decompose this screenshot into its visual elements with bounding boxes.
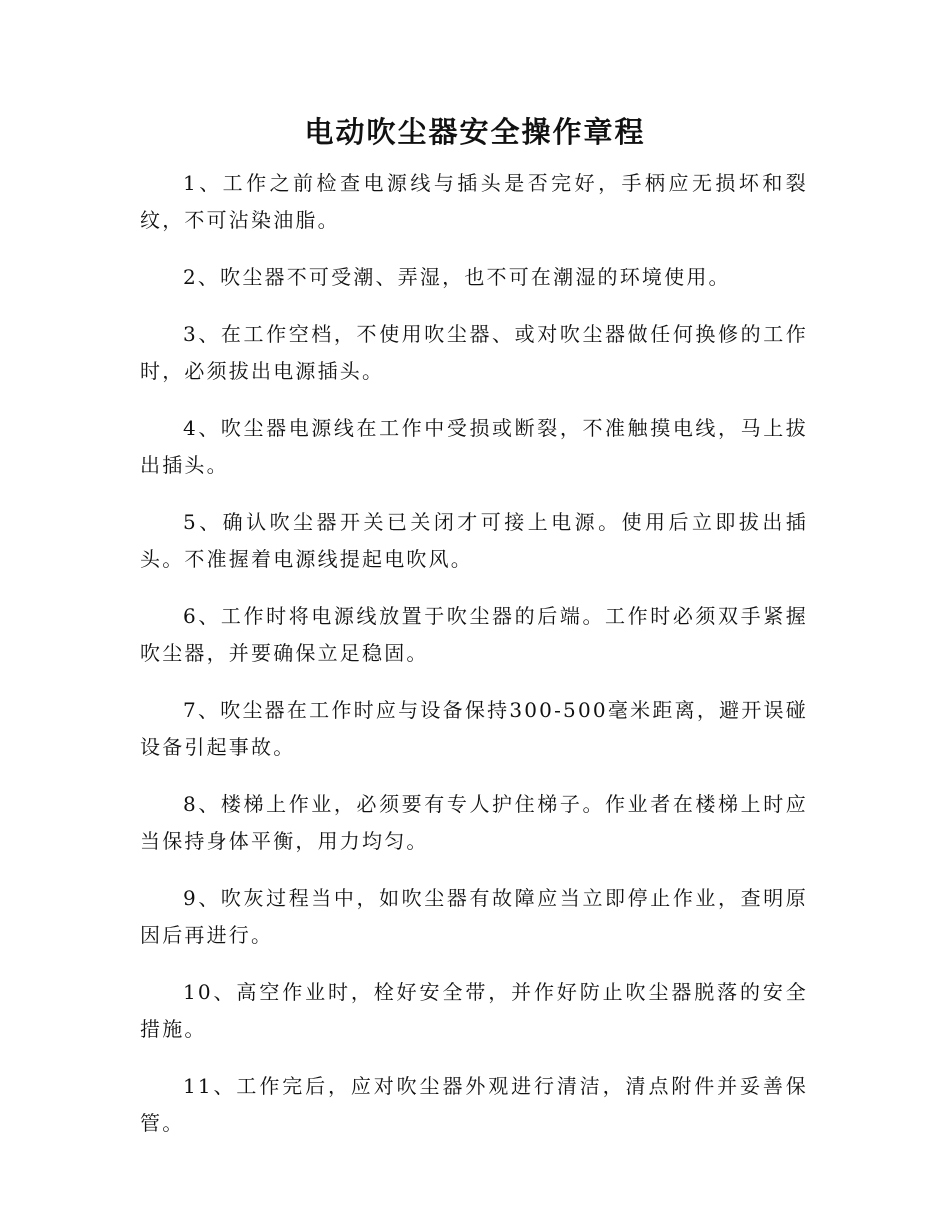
paragraph-5: 5、确认吹尘器开关已关闭才可接上电源。使用后立即拔出插头。不准握着电源线提起电吹风。 (140, 510, 808, 571)
paragraph-10: 10、高空作业时，栓好安全带，并作好防止吹尘器脱落的安全措施。 (140, 980, 808, 1041)
paragraph-7: 7、吹尘器在工作时应与设备保持300-500毫米距离，避开误碰设备引起事故。 (140, 698, 808, 759)
paragraph-11: 11、工作完后，应对吹尘器外观进行清洁，清点附件并妥善保管。 (140, 1074, 808, 1135)
paragraph-6: 6、工作时将电源线放置于吹尘器的后端。工作时必须双手紧握吹尘器，并要确保立足稳固。 (140, 604, 808, 665)
document-body (140, 165, 808, 1162)
paragraph-3: 3、在工作空档，不使用吹尘器、或对吹尘器做任何换修的工作时，必须拔出电源插头。 (140, 322, 808, 383)
paragraph-8: 8、楼梯上作业，必须要有专人护住梯子。作业者在楼梯上时应当保持身体平衡，用力均匀。 (140, 792, 808, 853)
paragraph-9: 9、吹灰过程当中，如吹尘器有故障应当立即停止作业，查明原因后再进行。 (140, 886, 808, 947)
paragraph-4: 4、吹尘器电源线在工作中受损或断裂，不准触摸电线，马上拔出插头。 (140, 416, 808, 477)
document-title: 电动吹尘器安全操作章程 (304, 115, 646, 149)
paragraph-1: 1、工作之前检查电源线与插头是否完好，手柄应无损坏和裂纹，不可沾染油脂。 (140, 171, 808, 232)
paragraph-2: 2、吹尘器不可受潮、弄湿，也不可在潮湿的环境使用。 (183, 265, 731, 289)
